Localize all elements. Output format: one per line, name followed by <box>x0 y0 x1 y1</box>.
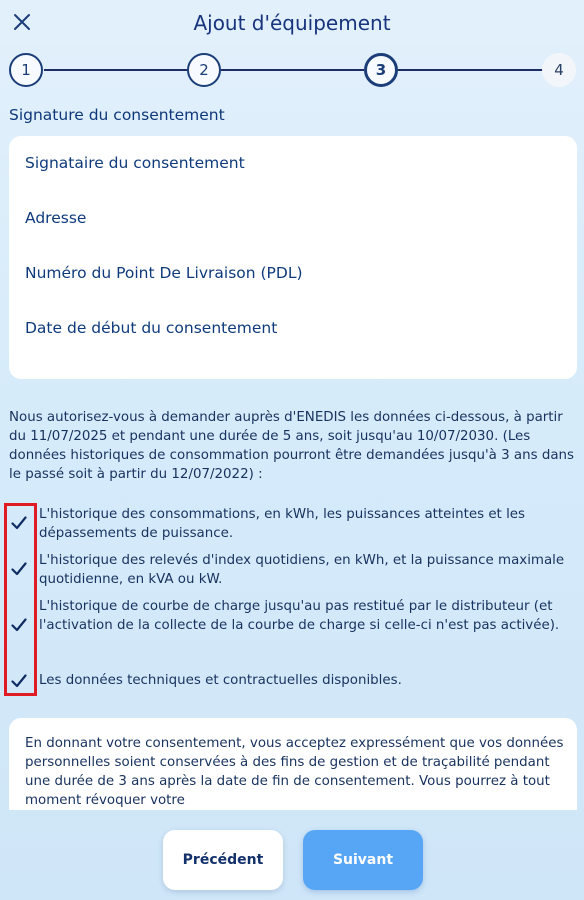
next-button[interactable]: Suivant <box>303 830 423 890</box>
option-label: L'historique de courbe de charge jusqu'au pas restitué par le distributeur (et l'activation de la collecte de la courbe de charge si celle-ci n'est pas activée). <box>39 599 560 633</box>
step-connector <box>221 69 364 71</box>
step-1[interactable]: 1 <box>9 53 43 87</box>
header <box>0 0 584 48</box>
consent-question: Nous autorisez-vous à demander auprès d'ENEDIS les données ci-dessous, à partir du 11/07/2025 et pendant une durée de 5 ans, soit jusqu'au 10/07/2030. (Les données historiques de consommation pourront être demandées jusqu'à 3 ans dans le passé soit à partir du 12/07/2022) : <box>9 410 575 482</box>
section-title: Signature du consentement <box>9 106 225 124</box>
checkbox-checked-icon[interactable] <box>10 514 28 532</box>
field-pdl-number: Numéro du Point De Livraison (PDL) <box>25 264 303 282</box>
option-label: L'historique des relevés d'index quotidiens, en kWh, et la puissance maximale quotidienne, en kVA ou kW. <box>39 553 565 587</box>
step-4[interactable]: 4 <box>542 53 576 87</box>
option-label: L'historique des consommations, en kWh, les puissances atteintes et les dépassements de puissance. <box>39 507 525 541</box>
checkbox-checked-icon[interactable] <box>10 560 28 578</box>
page-title: Ajout d'équipement <box>193 11 391 35</box>
field-address: Adresse <box>25 209 87 227</box>
option-label: Les données techniques et contractuelles disponibles. <box>39 673 402 688</box>
step-2[interactable]: 2 <box>187 53 221 87</box>
disclaimer-card <box>9 718 577 810</box>
stepper <box>0 52 584 88</box>
field-signatory: Signataire du consentement <box>25 154 245 172</box>
step-connector <box>44 69 187 71</box>
consent-details-card <box>9 136 577 379</box>
previous-button[interactable]: Précédent <box>163 830 283 890</box>
checkbox-checked-icon[interactable] <box>10 616 28 634</box>
step-connector <box>398 69 543 71</box>
disclaimer-text: En donnant votre consentement, vous acceptez expressément que vos données personnelles soient conservées à des fins de gestion et de traçabilité pendant une durée de 3 ans après la date de fin de consentement. Vous pourrez à tout moment révoquer votre <box>25 736 564 808</box>
checkbox-checked-icon[interactable] <box>10 672 28 690</box>
field-start-date: Date de début du consentement <box>25 319 278 337</box>
step-3[interactable]: 3 <box>364 53 398 87</box>
